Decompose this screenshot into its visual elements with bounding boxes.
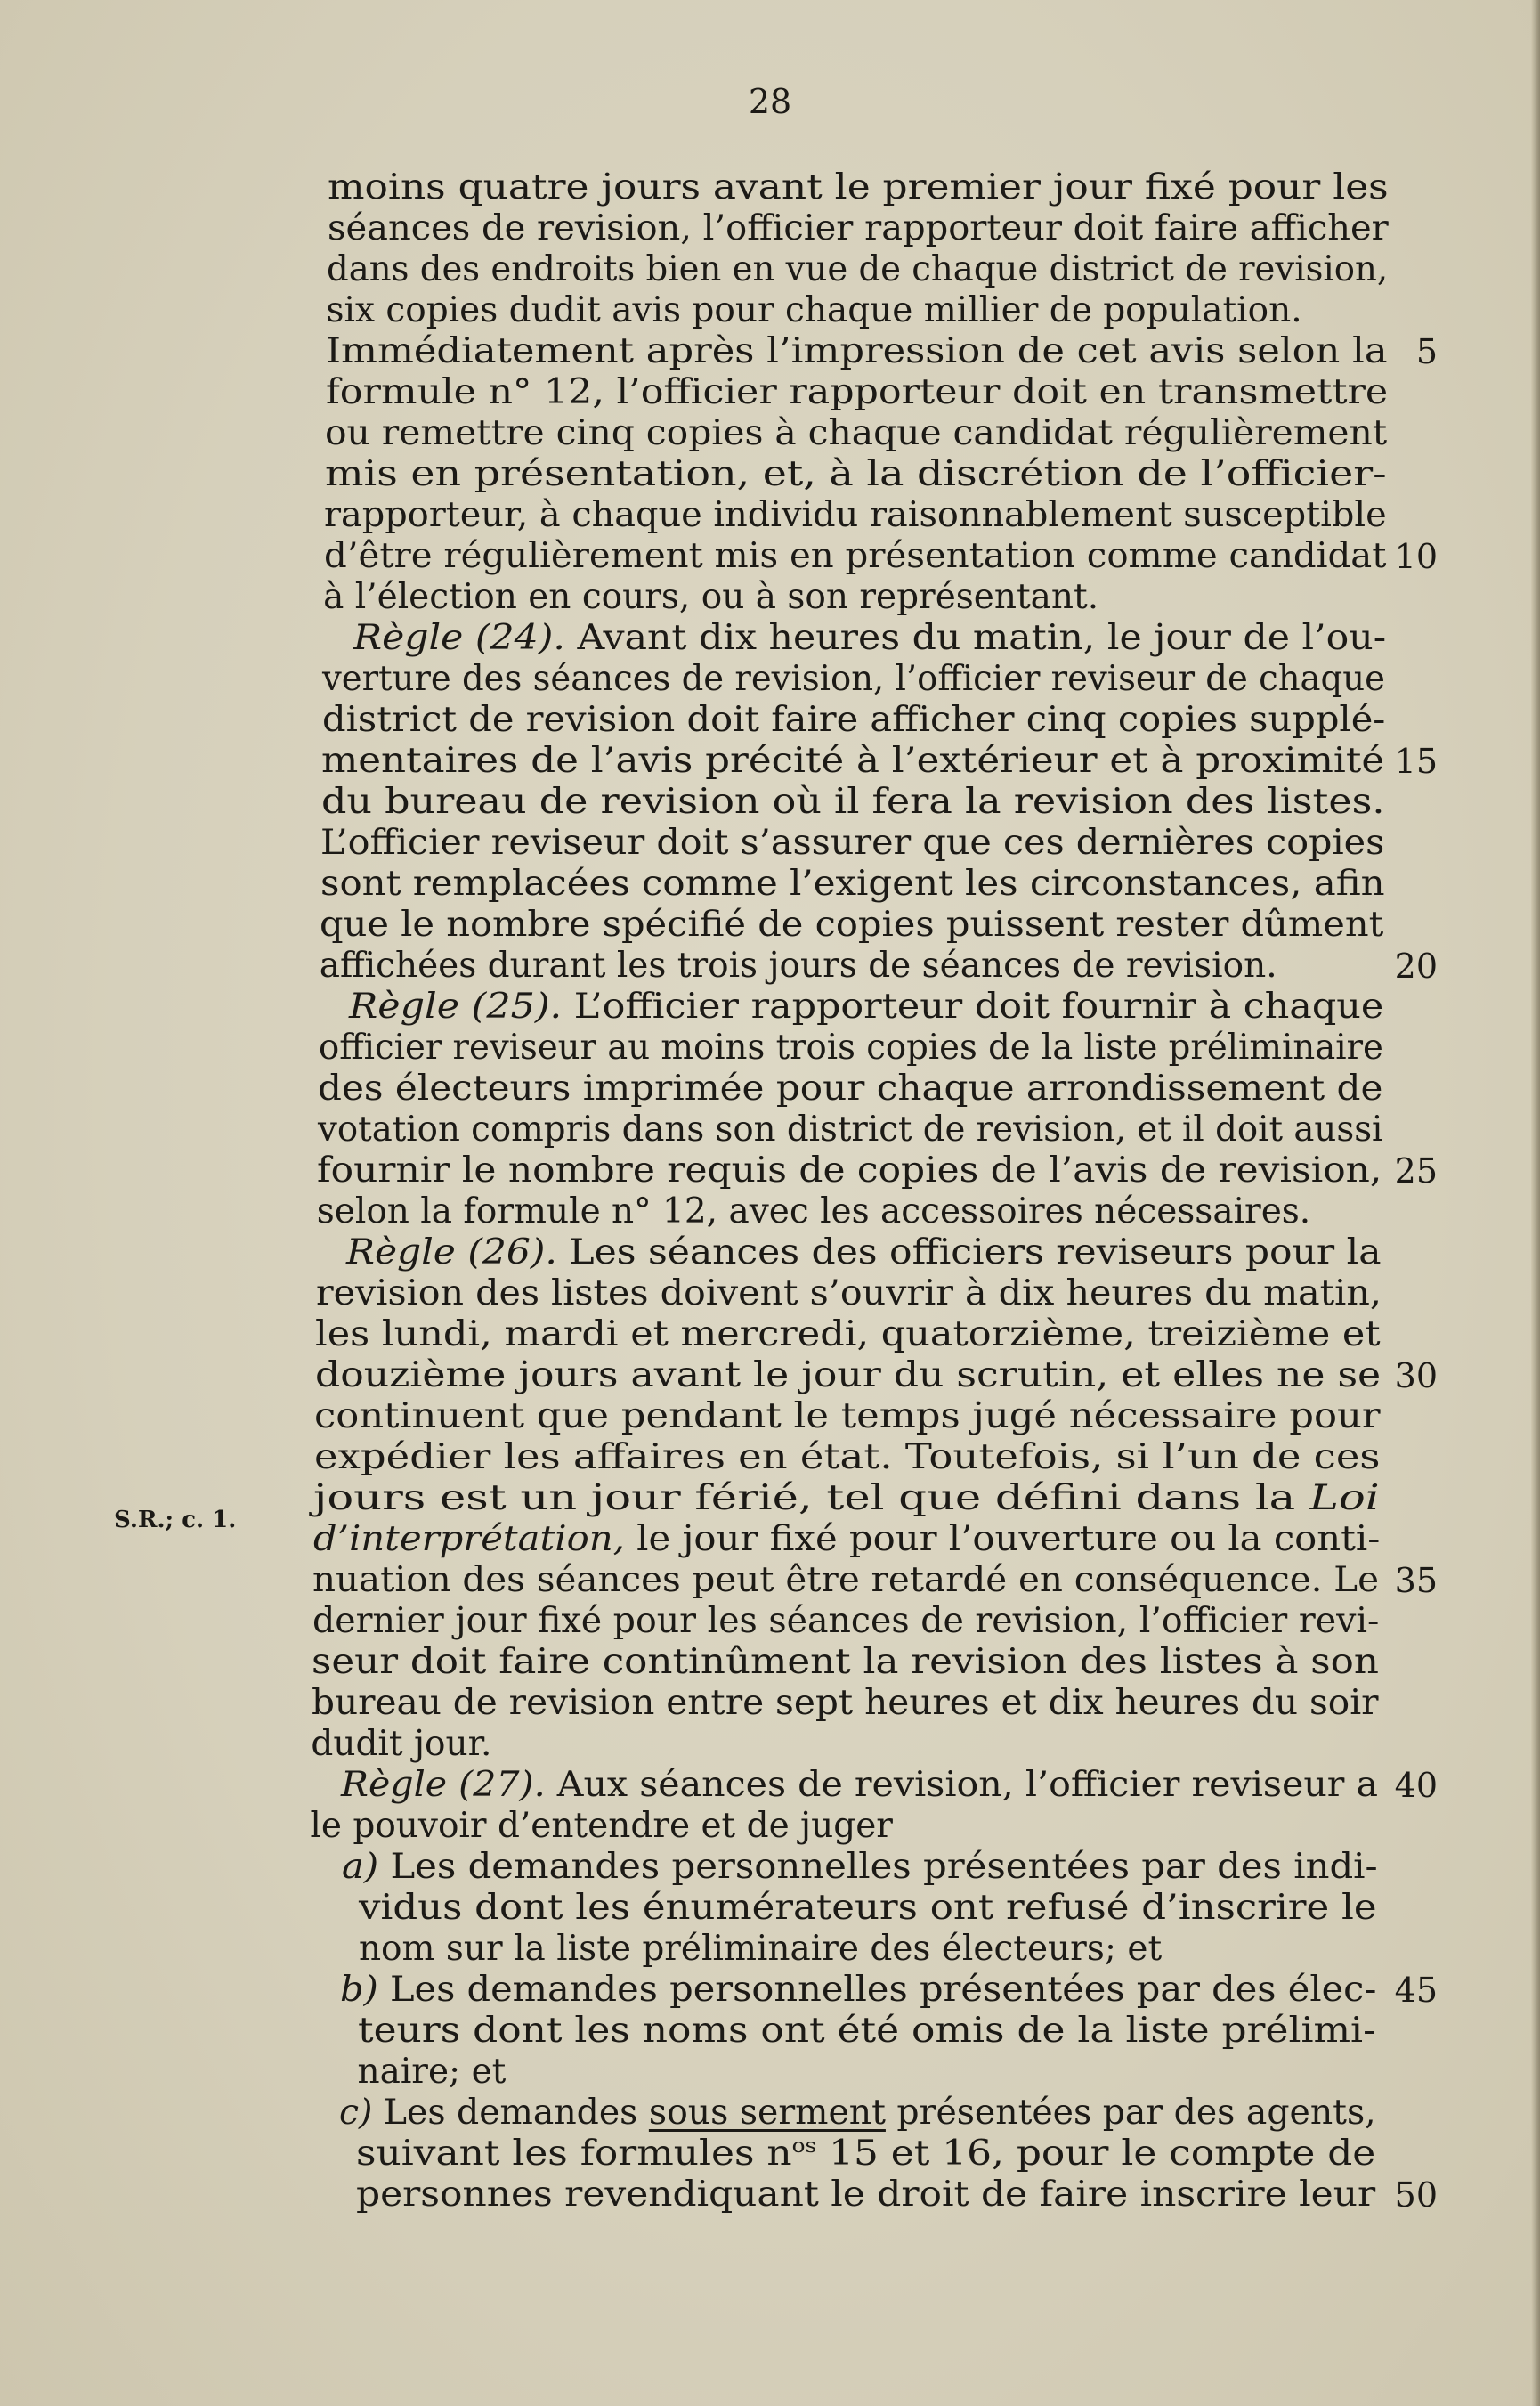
text-line: naire; et [357, 2052, 507, 2092]
text-line: revision des listes doivent s’ouvrir à dix heures du matin, [315, 1273, 1382, 1313]
line-number: 40 [1394, 1766, 1438, 1805]
text-line: c) Les demandes sous serment présentées par des agents, [338, 2093, 1376, 2133]
text-line: que le nombre spécifié de copies puissent rester dûment [320, 905, 1384, 945]
text-line: suivant les formules $n^{os}$ 15 et 16, pour le compte de [356, 2134, 1376, 2174]
text-line: dernier jour fixé pour les séances de revision, l’officier revi- [312, 1601, 1380, 1641]
text-line: fournir le nombre requis de copies de l’avis de revision, [317, 1150, 1382, 1191]
text-line: d’être régulièrement mis en présentation comme candidat [323, 536, 1387, 576]
text-line: seur doit faire continûment la revision des listes à son [312, 1642, 1380, 1682]
text-line: a) Les demandes personnelles présentées par des indi- [341, 1847, 1378, 1887]
text-line: officier reviseur au moins trois copies de la liste préliminaire [318, 1028, 1383, 1068]
text-line: ou remettre cinq copies à chaque candidat régulièrement [325, 413, 1388, 453]
line-number: 45 [1394, 1971, 1438, 2010]
text-line: continuent que pendant le temps jugé nécessaire pour [314, 1396, 1381, 1436]
text-line: dudit jour. [311, 1724, 492, 1764]
line-number: 5 [1415, 332, 1438, 371]
text-line: à l’élection en cours, ou à son représentant. [323, 577, 1099, 617]
text-line: Immédiatement après l’impression de cet avis selon la [326, 331, 1388, 371]
text-line: moins quatre jours avant le premier jour fixé pour les [328, 167, 1389, 207]
text-line: des électeurs imprimée pour chaque arrondissement de [318, 1069, 1383, 1109]
text-line: les lundi, mardi et mercredi, quatorzième, treizième et [315, 1314, 1381, 1354]
text-line: d’interprétation, le jour fixé pour l’ouverture ou la conti- [312, 1519, 1381, 1559]
text-line: selon la formule n° 12, avec les accessoires nécessaires. [316, 1191, 1311, 1231]
text-line: personnes revendiquant le droit de faire inscrire leur [356, 2174, 1376, 2215]
line-number: 35 [1394, 1561, 1438, 1600]
text-line: Règle (26). Les séances des officiers reviseurs pour la [346, 1232, 1382, 1272]
line-number: 25 [1394, 1151, 1438, 1191]
text-line: six copies dudit avis pour chaque millier de population. [326, 290, 1302, 330]
line-number: 10 [1394, 537, 1438, 576]
text-line: formule n° 12, l’officier rapporteur doit en transmettre [325, 372, 1388, 412]
text-line: le pouvoir d’entendre et de juger [310, 1806, 893, 1846]
text-line: L’officier reviseur doit s’assurer que ces dernières copies [320, 823, 1385, 863]
text-line: teurs dont les noms ont été omis de la liste prélimi- [357, 2011, 1376, 2051]
text-line: séances de revision, l’officier rapporteur doit faire afficher [327, 208, 1389, 248]
text-line: jours est un jour férié, tel que défini dans la Loi [313, 1478, 1380, 1518]
text-line: mis en présentation, et, à la discrétion de l’officier- [324, 454, 1387, 494]
text-line: douzième jours avant le jour du scrutin, et elles ne se [314, 1355, 1381, 1395]
line-number: 30 [1394, 1356, 1438, 1395]
text-line: nom sur la liste préliminaire des électeurs; et [358, 1929, 1163, 1969]
text-line: Règle (27). Aux séances de revision, l’officier reviseur a [340, 1765, 1378, 1805]
line-number: 15 [1394, 742, 1438, 781]
text-line: sont remplacées comme l’exigent les circonstances, afin [320, 864, 1385, 904]
line-number: 20 [1394, 947, 1438, 986]
text-line: du bureau de revision où il fera la revision des listes. [320, 782, 1385, 822]
page-number: 28 [748, 82, 792, 121]
text-line: district de revision doit faire afficher cinq copies supplé- [321, 700, 1385, 740]
text-line: dans des endroits bien en vue de chaque district de revision, [327, 249, 1389, 289]
text-line: mentaires de l’avis précité à l’extérieur et à proximité [321, 741, 1385, 781]
text-line: verture des séances de revision, l’officier reviseur de chaque [322, 659, 1386, 699]
text-line: nuation des séances peut être retardé en conséquence. Le [312, 1560, 1380, 1600]
text-line: rapporteur, à chaque individu raisonnablement susceptible [324, 495, 1387, 535]
text-line: expédier les affaires en état. Toutefois, si l’un de ces [313, 1437, 1381, 1477]
text-line: votation compris dans son district de revision, et il doit aussi [317, 1110, 1383, 1150]
text-line: Règle (25). L’officier rapporteur doit fournir à chaque [349, 987, 1384, 1027]
text-line: b) Les demandes personnelles présentées par des élec- [340, 1970, 1377, 2010]
text-line: affichées durant les trois jours de séances de revision. [319, 946, 1277, 986]
margin-note: S.R.; c. 1. [114, 1507, 237, 1533]
text-line: Règle (24). Avant dix heures du matin, le jour de l’ou- [353, 618, 1386, 658]
line-number: 50 [1394, 2175, 1438, 2215]
text-line: vidus dont les énumérateurs ont refusé d’inscrire le [359, 1888, 1377, 1928]
text-line: bureau de revision entre sept heures et dix heures du soir [311, 1683, 1379, 1723]
